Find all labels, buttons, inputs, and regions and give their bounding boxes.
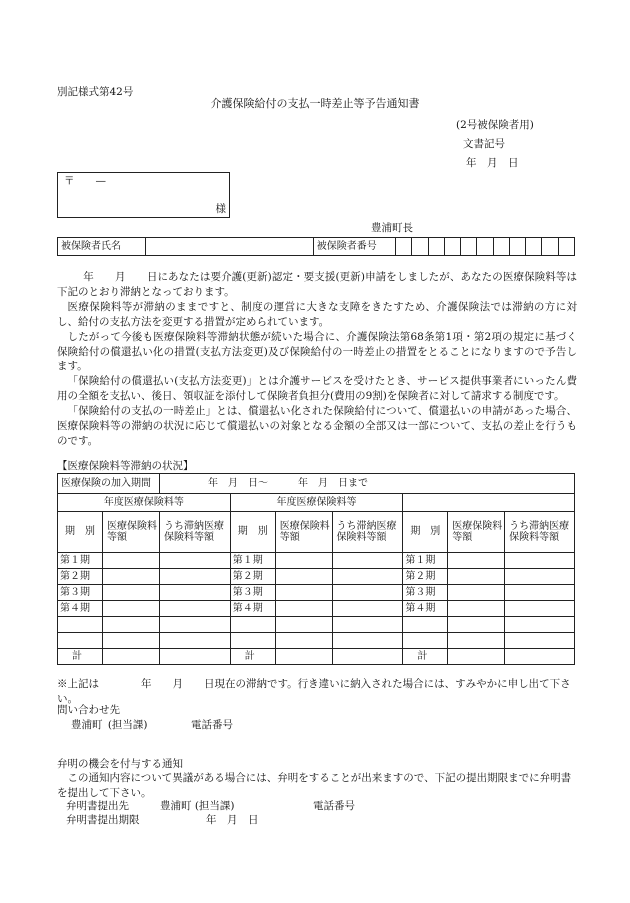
insured-number-digit [509, 238, 525, 256]
insured-number-digit [477, 238, 493, 256]
insured-number-label: 被保険者番号 [313, 238, 395, 256]
fiscal-year-header: 年度医療保険料等 [230, 494, 403, 512]
contact-department: 豊浦町 (担当課) [71, 719, 148, 731]
col-header-arrears: うち滞納医療保険料等額 [332, 512, 403, 553]
table-row [58, 553, 575, 569]
table-row [58, 617, 575, 633]
amount-cell [102, 601, 159, 617]
arrears-cell [159, 617, 230, 633]
amount-cell [448, 585, 505, 601]
period-1-label: 第１期 [58, 553, 103, 569]
address-box [57, 172, 230, 218]
issuer-name: 豊浦町長 [371, 222, 413, 234]
table-row [58, 585, 575, 601]
period-4-label: 第４期 [58, 601, 103, 617]
insured-number-digit [428, 238, 444, 256]
amount-cell [275, 585, 332, 601]
amount-cell [275, 617, 332, 633]
arrears-cell [332, 601, 403, 617]
body-paragraph-4: 「保険給付の償還払い(支払方法変更)」とは介護サービスを受けたとき、サービス提供事業者にいったん費用の全額を支払い、後日、領収証を添付して保険者負担分(費用の9割)を保険者に対して請求する制度です。 [57, 375, 577, 403]
arrears-cell [332, 633, 403, 649]
col-header-period: 期 別 [230, 512, 275, 553]
postal-code-field: 〒 — [64, 175, 106, 187]
arrears-cell [505, 553, 575, 569]
submission-deadline-label: 弁明書提出期限 [66, 814, 140, 826]
amount-cell [448, 553, 505, 569]
insured-number-digit [444, 238, 460, 256]
col-header-period: 期 別 [403, 512, 448, 553]
insured-number-digit [461, 238, 477, 256]
amount-cell [448, 569, 505, 585]
arrears-total-cell [505, 649, 575, 665]
period-3-label: 第３期 [403, 585, 448, 601]
defense-notice-text: この通知内容について異議がある場合には、弁明をすることが出来ますので、下記の提出期限までに弁明書を提出して下さい。 [57, 772, 572, 800]
submission-destination-value: 豊浦町 (担当課) [160, 800, 235, 812]
amount-cell [102, 585, 159, 601]
insured-number-digit [542, 238, 558, 256]
period-cell [403, 633, 448, 649]
amount-cell [275, 633, 332, 649]
period-3-label: 第３期 [230, 585, 275, 601]
insured-number-digit [412, 238, 428, 256]
total-label: 計 [230, 649, 275, 665]
arrears-cell [332, 585, 403, 601]
arrears-cell [159, 633, 230, 649]
arrears-cell [159, 569, 230, 585]
period-cell [230, 633, 275, 649]
notice-body [57, 270, 577, 449]
arrears-cell [159, 601, 230, 617]
insured-type-label: (2号被保険者用) [456, 119, 534, 131]
defense-notice-title: 弁明の機会を付与する通知 [57, 758, 183, 770]
col-header-arrears: うち滞納医療保険料等額 [159, 512, 230, 553]
table-row [58, 569, 575, 585]
body-paragraph-2: 医療保険料等が滞納のままですと、制度の運営に大きな支障をきたすため、介護保険法では滞納の方に対し、給付の支払方法を変更する措置が定められています。 [57, 300, 577, 328]
table-row [58, 601, 575, 617]
col-header-amount: 医療保険料等額 [275, 512, 332, 553]
col-header-amount: 医療保険料等額 [448, 512, 505, 553]
col-header-arrears: うち滞納医療保険料等額 [505, 512, 575, 553]
period-cell [230, 617, 275, 633]
arrears-cell [332, 569, 403, 585]
period-3-label: 第３期 [58, 585, 103, 601]
insured-number-digit [558, 238, 574, 256]
amount-cell [102, 617, 159, 633]
amount-cell [448, 633, 505, 649]
body-paragraph-3: したがって今後も医療保険料等滞納状態が続いた場合に、介護保険法第68条第1項・第2項の規定に基づく保険給付の償還払い化の措置(支払方法変更)及び保険給付の一時差止の措置をとることになりますので予告します。 [57, 330, 577, 373]
period-cell [403, 617, 448, 633]
period-1-label: 第１期 [230, 553, 275, 569]
period-2-label: 第２期 [403, 569, 448, 585]
total-row [58, 649, 575, 665]
total-label: 計 [403, 649, 448, 665]
insured-number-digit [493, 238, 509, 256]
arrears-cell [159, 553, 230, 569]
fiscal-year-header: 年度医療保険料等 [58, 494, 231, 512]
arrears-total-cell [332, 649, 403, 665]
arrears-total-cell [159, 649, 230, 665]
period-1-label: 第１期 [403, 553, 448, 569]
amount-cell [275, 601, 332, 617]
body-paragraph-5: 「保険給付の支払の一時差止」とは、償還払い化された保険給付について、償還払いの申請があった場合、医療保険料等の滞納の状況に応じて償還払いの対象となる金額の全部又は一部について、支払の差止を行うものです。 [57, 405, 577, 447]
amount-cell [448, 617, 505, 633]
arrears-cell [505, 569, 575, 585]
arrears-note: ※上記は 年 月 日現在の滞納です。行き違いに納入された場合には、すみやかに申し出て下さい。 [57, 678, 571, 706]
enrollment-period-value: 年 月 日～ 年 月 日まで [159, 474, 574, 494]
body-paragraph-1: 年 月 日にあなたは要介護(更新)認定・要支援(更新)申請をしましたが、あなたの医療保険料等は下記のとおり滞納となっております。 [57, 271, 577, 298]
issue-date: 年 月 日 [466, 157, 519, 169]
amount-cell [448, 601, 505, 617]
form-number: 別記様式第42号 [57, 86, 134, 98]
amount-total-cell [102, 649, 159, 665]
col-header-period: 期 別 [58, 512, 103, 553]
arrears-cell [505, 585, 575, 601]
total-label: 計 [58, 649, 103, 665]
period-4-label: 第４期 [403, 601, 448, 617]
fiscal-year-header [403, 494, 575, 512]
arrears-cell [505, 633, 575, 649]
insured-info-table [57, 237, 575, 256]
contact-title: 問い合わせ先 [57, 704, 120, 716]
arrears-section-title: 【医療保険料等滞納の状況】 [57, 460, 194, 472]
arrears-cell [159, 585, 230, 601]
amount-total-cell [448, 649, 505, 665]
period-2-label: 第２期 [58, 569, 103, 585]
enrollment-period-label: 医療保険の加入期間 [58, 474, 160, 494]
submission-destination-label: 弁明書提出先 [66, 800, 129, 812]
arrears-status-table [57, 473, 575, 665]
col-header-amount: 医療保険料等額 [102, 512, 159, 553]
amount-cell [102, 569, 159, 585]
arrears-cell [332, 553, 403, 569]
arrears-cell [505, 617, 575, 633]
period-4-label: 第４期 [230, 601, 275, 617]
amount-cell [102, 553, 159, 569]
period-cell [58, 617, 103, 633]
defense-notice-body [57, 771, 577, 801]
submission-phone-label: 電話番号 [313, 800, 355, 812]
table-row [58, 633, 575, 649]
amount-cell [275, 569, 332, 585]
insured-number-digit [526, 238, 542, 256]
insured-number-digit [396, 238, 412, 256]
period-cell [58, 633, 103, 649]
honorific-label: 様 [215, 202, 226, 215]
arrears-cell [505, 601, 575, 617]
amount-cell [102, 633, 159, 649]
submission-deadline-value: 年 月 日 [206, 814, 259, 826]
period-2-label: 第２期 [230, 569, 275, 585]
amount-total-cell [275, 649, 332, 665]
contact-phone-label: 電話番号 [191, 719, 233, 731]
arrears-cell [332, 617, 403, 633]
document-number-label: 文書記号 [463, 138, 505, 150]
document-title: 介護保険給付の支払一時差止等予告通知書 [210, 97, 420, 110]
insured-name-label: 被保険者氏名 [58, 238, 146, 256]
amount-cell [275, 553, 332, 569]
insured-name-field [145, 238, 313, 256]
